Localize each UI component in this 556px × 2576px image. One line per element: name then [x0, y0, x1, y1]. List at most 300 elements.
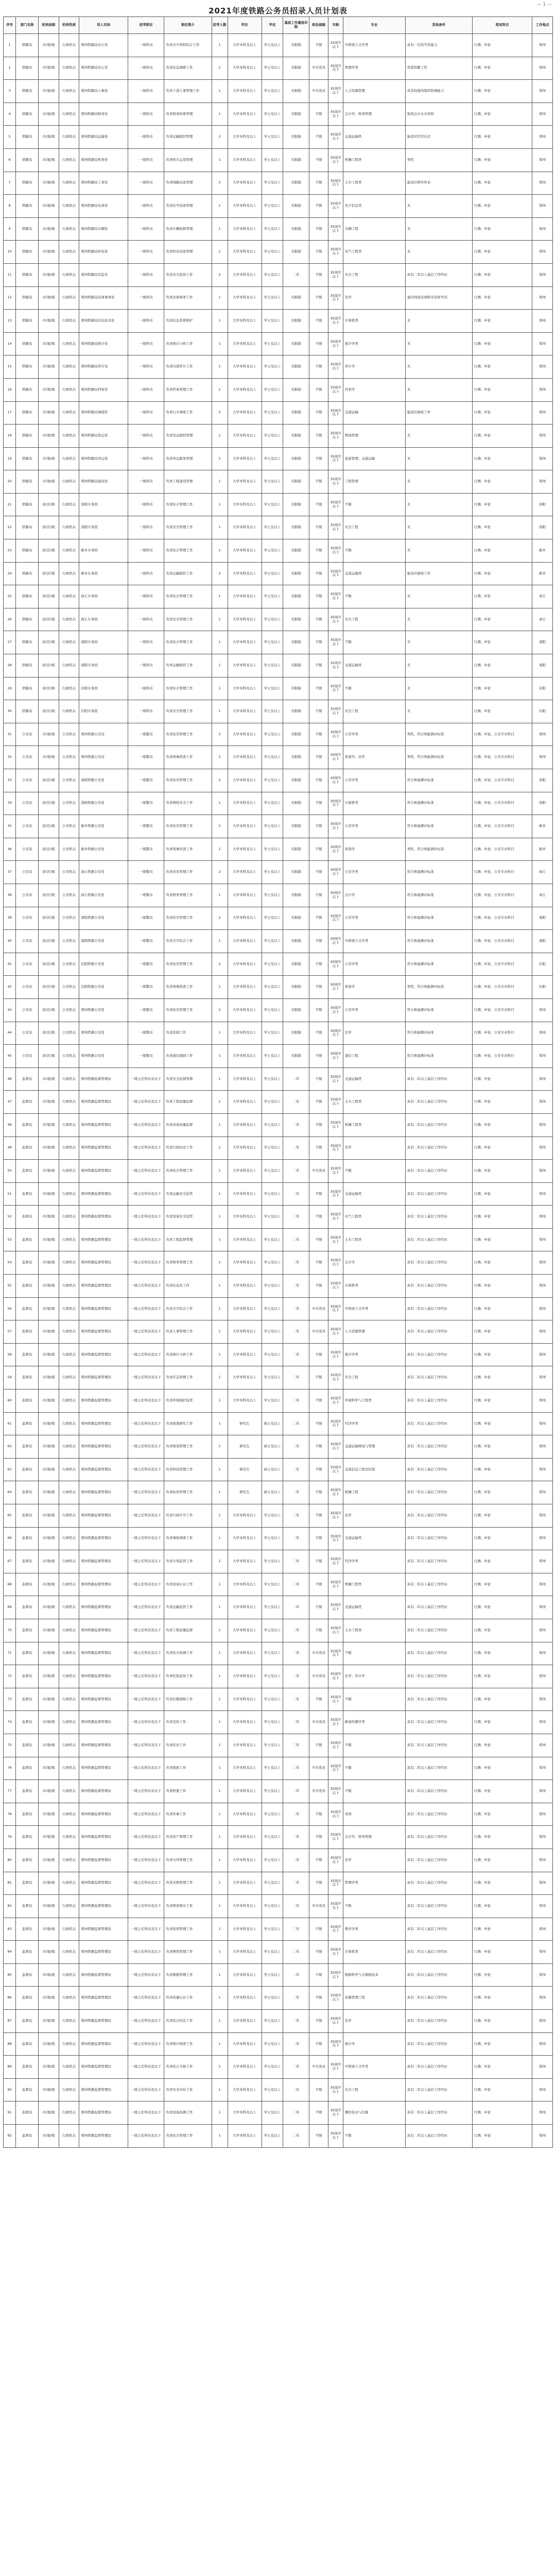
table-cell: 不限 — [309, 1251, 328, 1275]
table-cell: 公安局 — [16, 930, 39, 953]
table-cell: 负责治安管理工作 — [164, 815, 212, 838]
table-cell: 1 — [212, 1596, 228, 1619]
table-cell: 55 — [4, 1275, 16, 1298]
table-cell: 监督局 — [16, 1458, 39, 1481]
table-cell: 铁路局 — [16, 263, 39, 286]
table-cell: 学士及以上 — [262, 80, 283, 103]
table-cell: 54 — [4, 1251, 16, 1275]
table-cell: 市(地)级 — [39, 103, 59, 126]
table-cell: 监督局 — [16, 1619, 39, 1642]
table-row — [4, 516, 553, 539]
table-cell: 大学本科及以上 — [228, 861, 262, 884]
table-cell: 负责统计调查工作 — [164, 2032, 212, 2056]
table-cell: 1 — [212, 1412, 228, 1435]
table-cell: 负责法律事务工作 — [164, 286, 212, 310]
table-cell: 行政机关 — [59, 1918, 79, 1941]
table-cell: 一级科员 — [128, 57, 164, 80]
table-cell: 学士及以上 — [262, 1297, 283, 1320]
table-row — [4, 241, 553, 264]
table-cell: 负责治安管理工作 — [164, 861, 212, 884]
table-row — [4, 792, 553, 815]
table-cell: 1 — [212, 1343, 228, 1366]
table-cell: 学士及以上 — [262, 103, 283, 126]
table-cell: 47 — [4, 1091, 16, 1114]
table-cell: 市(地)级 — [39, 2010, 59, 2033]
table-cell: 机械工程 — [343, 1481, 405, 1504]
table-cell: 行测、申论 — [472, 80, 532, 103]
table-cell: 无 — [405, 332, 472, 355]
table-cell: 不限 — [309, 1206, 328, 1229]
table-cell: 学士及以上 — [262, 195, 283, 218]
table-cell: 洛阳 — [532, 493, 553, 516]
table-cell: 信阳铁路公安处 — [79, 953, 128, 976]
table-cell: 63 — [4, 1458, 16, 1481]
table-cell: 具有二年以上基层工作经历 — [405, 1137, 472, 1160]
column-header: 笔试科目 — [472, 17, 532, 34]
table-cell: 学士及以上 — [262, 34, 283, 57]
table-cell: 无 — [405, 654, 472, 677]
table-cell: 侦查学 — [343, 838, 405, 861]
table-cell: 教育学类 — [343, 1918, 405, 1941]
table-cell: 不限 — [309, 1987, 328, 2010]
table-cell: 35周岁以下 — [328, 34, 343, 57]
table-cell: 郑州铁路局办公室 — [79, 57, 128, 80]
table-cell: 二年 — [283, 1412, 309, 1435]
table-cell: 市(地)级 — [39, 241, 59, 264]
table-cell: 一级主任科员及以下 — [128, 2032, 164, 2056]
table-cell: 学士及以上 — [262, 1550, 283, 1573]
table-cell: 行政机关 — [59, 1481, 79, 1504]
table-cell: 35周岁以下 — [328, 1137, 343, 1160]
table-row — [4, 355, 553, 379]
table-cell: 一级主任科员及以下 — [128, 1160, 164, 1183]
table-cell: 负责安全管理工作 — [164, 608, 212, 631]
table-cell: 监督局 — [16, 1182, 39, 1206]
table-cell: 郑州铁路公安处 — [79, 1045, 128, 1068]
table-cell: 不限 — [309, 631, 328, 654]
table-cell: 一级警员 — [128, 769, 164, 792]
table-cell: 一级主任科员及以下 — [128, 1941, 164, 1964]
table-cell: 行政机关 — [59, 217, 79, 241]
table-row — [4, 539, 553, 563]
table-cell: 1 — [212, 838, 228, 861]
table-row — [4, 1619, 553, 1642]
table-cell: 二年 — [283, 1573, 309, 1596]
table-cell: 学士及以上 — [262, 1688, 283, 1711]
table-cell: 行测、申论、公安专业科目 — [472, 998, 532, 1022]
table-row — [4, 1343, 553, 1366]
table-cell: 郑州 — [532, 1963, 553, 1987]
table-cell: 二年 — [283, 1596, 309, 1619]
table-cell: 行政机关 — [59, 1137, 79, 1160]
table-cell: 不限 — [309, 1734, 328, 1757]
table-cell: 行测、申论 — [472, 516, 532, 539]
table-cell: 大学本科及以上 — [228, 1963, 262, 1987]
table-cell: 市(地)级 — [39, 1275, 59, 1298]
table-cell: 具有二年以上基层工作经历 — [405, 1872, 472, 1895]
table-cell: 87 — [4, 2010, 16, 2033]
table-cell: 行政机关 — [59, 103, 79, 126]
table-cell: 无限制 — [283, 631, 309, 654]
table-cell: 学士及以上 — [262, 1826, 283, 1849]
table-cell: 监督局 — [16, 1872, 39, 1895]
table-cell: 负责行政许可工作 — [164, 1504, 212, 1528]
table-cell: 英语 — [343, 1803, 405, 1826]
table-cell: 具有二年以上基层工作经历 — [405, 1504, 472, 1528]
table-cell: 30周岁以下 — [328, 746, 343, 769]
table-cell: 中共党员 — [309, 57, 328, 80]
table-cell: 郑州铁路监督管理局 — [79, 1711, 128, 1734]
table-cell: 安全工程 — [343, 1366, 405, 1389]
table-cell: 学士及以上 — [262, 1527, 283, 1550]
table-cell: 县(区)级 — [39, 815, 59, 838]
table-cell: 35周岁以下 — [328, 1757, 343, 1780]
table-cell: 行政机关 — [59, 241, 79, 264]
table-cell: 37 — [4, 861, 16, 884]
table-cell: 公安局 — [16, 792, 39, 815]
table-cell: 67 — [4, 1550, 16, 1573]
table-cell: 铁路局 — [16, 493, 39, 516]
table-cell: 具有二年以上基层工作经历 — [405, 1688, 472, 1711]
table-cell: 公安局 — [16, 769, 39, 792]
table-cell: 不限 — [343, 677, 405, 700]
table-cell: 行政机关 — [59, 1619, 79, 1642]
table-cell: 监督局 — [16, 1091, 39, 1114]
table-cell: 35周岁以下 — [328, 447, 343, 470]
table-cell: 负责数据管理工作 — [164, 1963, 212, 1987]
table-cell: 市(地)级 — [39, 1113, 59, 1137]
table-cell: 监督局 — [16, 1251, 39, 1275]
table-cell: 58 — [4, 1343, 16, 1366]
table-row — [4, 1573, 553, 1596]
table-cell: 行政机关 — [59, 172, 79, 195]
table-cell: 具有二年以上基层工作经历 — [405, 1389, 472, 1413]
table-cell: 行政机关 — [59, 1366, 79, 1389]
table-cell: 大学本科及以上 — [228, 1206, 262, 1229]
table-cell: 中共党员 — [309, 2056, 328, 2079]
table-cell: 无限制 — [283, 57, 309, 80]
table-cell: 无限制 — [283, 286, 309, 310]
table-cell: 16 — [4, 378, 16, 401]
table-cell: 行测、申论 — [472, 700, 532, 723]
table-cell: 交通运输类 — [343, 1527, 405, 1550]
table-cell: 二年 — [283, 1941, 309, 1964]
table-cell: 公安学类 — [343, 907, 405, 930]
table-cell: 负责信息调研工作 — [164, 57, 212, 80]
table-cell: 30周岁以下 — [328, 792, 343, 815]
table-cell: 不限 — [309, 677, 328, 700]
table-cell: 郑州 — [532, 1182, 553, 1206]
table-cell: 学士及以上 — [262, 1182, 283, 1206]
column-header: 机构性质 — [59, 17, 79, 34]
table-cell: 负责综合文秘工作 — [164, 2056, 212, 2079]
table-cell: 交通运输类 — [343, 1596, 405, 1619]
table-cell: 1 — [212, 1826, 228, 1849]
table-cell: 学士及以上 — [262, 1022, 283, 1045]
table-cell: 行测、申论、公安专业科目 — [472, 861, 532, 884]
table-cell: 监督局 — [16, 1665, 39, 1688]
table-cell: 郑州铁路监督管理局 — [79, 1941, 128, 1964]
table-cell: 无限制 — [283, 310, 309, 333]
table-cell: 铁路局 — [16, 425, 39, 448]
table-row — [4, 493, 553, 516]
table-cell: 33 — [4, 769, 16, 792]
table-cell: 1 — [212, 608, 228, 631]
table-cell: 行测、申论 — [472, 631, 532, 654]
table-cell: 一级主任科员及以下 — [128, 1320, 164, 1344]
table-cell: 郑州 — [532, 1780, 553, 1803]
table-cell: 市(地)级 — [39, 1412, 59, 1435]
table-cell: 学士及以上 — [262, 2125, 283, 2148]
table-cell: 郑州铁路监督管理局 — [79, 1987, 128, 2010]
table-cell: 一级科员 — [128, 562, 164, 585]
table-cell: 郑州 — [532, 355, 553, 379]
table-cell: 无 — [405, 378, 472, 401]
table-cell: 76 — [4, 1757, 16, 1780]
table-cell: 无 — [405, 447, 472, 470]
table-cell: 学士及以上 — [262, 1619, 283, 1642]
table-cell: 1 — [212, 355, 228, 379]
table-cell: 工程管理 — [343, 470, 405, 494]
table-cell: 不限 — [309, 1343, 328, 1366]
table-cell: 大学本科及以上 — [228, 998, 262, 1022]
table-cell: 22 — [4, 516, 16, 539]
table-cell: 一级科员 — [128, 263, 164, 286]
table-cell: 二年 — [283, 1734, 309, 1757]
table-cell: 行政机关 — [59, 378, 79, 401]
table-cell: 35周岁以下 — [328, 1826, 343, 1849]
table-cell: 市(地)级 — [39, 1734, 59, 1757]
table-cell: 78 — [4, 1803, 16, 1826]
table-cell: 公安局 — [16, 907, 39, 930]
table-cell: 硕士及以上 — [262, 1435, 283, 1459]
table-cell: 35周岁以下 — [328, 1228, 343, 1251]
table-cell: 一级科员 — [128, 310, 164, 333]
table-row — [4, 1711, 553, 1734]
table-cell: 公安局 — [16, 1022, 39, 1045]
table-cell: 大学本科及以上 — [228, 1895, 262, 1918]
table-cell: 一级主任科员及以下 — [128, 2125, 164, 2148]
table-cell: 无限制 — [283, 930, 309, 953]
table-cell: 市(地)级 — [39, 1160, 59, 1183]
table-cell: 计算机类 — [343, 1275, 405, 1298]
table-cell: 23 — [4, 539, 16, 563]
table-cell: 二年 — [283, 2032, 309, 2056]
table-cell: 会计学 — [343, 1251, 405, 1275]
table-cell: 大学本科及以上 — [228, 80, 262, 103]
table-cell: 郑州 — [532, 1711, 553, 1734]
table-cell: 二年 — [283, 1757, 309, 1780]
table-cell: 中共党员 — [309, 1297, 328, 1320]
table-cell: 负责应急管理工作 — [164, 1366, 212, 1389]
table-cell: 监督局 — [16, 1412, 39, 1435]
table-cell: 1 — [212, 1688, 228, 1711]
table-cell: 郑州 — [532, 1435, 553, 1459]
table-row — [4, 1826, 553, 1849]
table-cell: 行测、申论 — [472, 1527, 532, 1550]
table-cell: 不限 — [309, 286, 328, 310]
table-cell: 热爱铁路工作 — [405, 57, 472, 80]
table-cell: 环境科学与工程类 — [343, 1389, 405, 1413]
table-cell: 市(地)级 — [39, 1918, 59, 1941]
table-cell: 具有二年以上基层工作经历 — [405, 1067, 472, 1091]
table-cell: 一级主任科员及以下 — [128, 2056, 164, 2079]
table-cell: 洛阳铁路公安处 — [79, 792, 128, 815]
table-cell: 郑州铁路监督管理局 — [79, 2102, 128, 2125]
table-cell: 行政机关 — [59, 1803, 79, 1826]
table-cell: 负责机要工作 — [164, 1780, 212, 1803]
table-row — [4, 1941, 553, 1964]
table-cell: 35周岁以下 — [328, 1573, 343, 1596]
table-cell: 大学本科及以上 — [228, 1711, 262, 1734]
table-cell: 郑州 — [532, 1872, 553, 1895]
table-row — [4, 1206, 553, 1229]
table-cell: 郑州铁路局人事处 — [79, 80, 128, 103]
table-cell: 43 — [4, 998, 16, 1022]
table-cell: 行测、申论 — [472, 1481, 532, 1504]
column-header: 用人司局 — [79, 17, 128, 34]
table-cell: 1 — [212, 195, 228, 218]
table-cell: 郑州 — [532, 1297, 553, 1320]
table-cell: 公安机关 — [59, 723, 79, 746]
table-row — [4, 1251, 553, 1275]
table-cell: 郑州 — [532, 126, 553, 149]
table-cell: 大学本科及以上 — [228, 217, 262, 241]
table-cell: 35周岁以下 — [328, 57, 343, 80]
table-cell: 一级主任科员及以下 — [128, 1182, 164, 1206]
table-cell: 监督局 — [16, 1849, 39, 1872]
table-cell: 电气工程类 — [343, 1206, 405, 1229]
table-cell: 行测、申论、公安专业科目 — [472, 746, 532, 769]
table-row — [4, 1412, 553, 1435]
table-cell: 商丘车务段 — [79, 608, 128, 631]
table-cell: 行政机关 — [59, 1941, 79, 1964]
table-row — [4, 195, 553, 218]
table-cell: 县(区)级 — [39, 1045, 59, 1068]
table-cell: 南阳 — [532, 907, 553, 930]
table-cell: 57 — [4, 1320, 16, 1344]
table-cell: 县(区)级 — [39, 953, 59, 976]
table-cell: 不限 — [309, 2078, 328, 2102]
table-cell: 洛阳铁路公安处 — [79, 769, 128, 792]
table-cell: 35周岁以下 — [328, 1458, 343, 1481]
table-cell: 不限 — [309, 310, 328, 333]
table-row — [4, 1688, 553, 1711]
table-cell: 机械工程类 — [343, 1573, 405, 1596]
table-cell: 1 — [212, 1481, 228, 1504]
table-cell: 负责综合管理工作 — [164, 2125, 212, 2148]
table-row — [4, 815, 553, 838]
table-cell: 郑州铁路监督管理局 — [79, 2125, 128, 2148]
table-cell: 二年 — [283, 2125, 309, 2148]
table-cell: 不限 — [309, 998, 328, 1022]
table-cell: 行政机关 — [59, 1895, 79, 1918]
table-cell: 郑州 — [532, 1067, 553, 1091]
column-header: 基层工作最低年限 — [283, 17, 309, 34]
table-cell: 1 — [212, 1206, 228, 1229]
table-cell: 南阳铁路公安处 — [79, 930, 128, 953]
table-cell: 郑州铁路监督管理局 — [79, 1206, 128, 1229]
table-cell: 35周岁以下 — [328, 2056, 343, 2079]
table-cell: 1 — [212, 1091, 228, 1114]
table-cell: 73 — [4, 1688, 16, 1711]
table-cell: 负责综合管理工作 — [164, 539, 212, 563]
table-cell: 负责信息化工作 — [164, 1275, 212, 1298]
table-cell: 行政机关 — [59, 1412, 79, 1435]
table-cell: 行测、申论 — [472, 1297, 532, 1320]
table-cell: 学士及以上 — [262, 1803, 283, 1826]
table-cell: 市(地)级 — [39, 447, 59, 470]
table-cell: 市(地)级 — [39, 217, 59, 241]
table-row — [4, 1182, 553, 1206]
table-cell: 一级警员 — [128, 815, 164, 838]
table-cell: 二年 — [283, 1872, 309, 1895]
table-cell: 一级科员 — [128, 126, 164, 149]
table-cell: 计算机类 — [343, 792, 405, 815]
table-cell: 市(地)级 — [39, 1711, 59, 1734]
table-cell: 具有二年以上基层工作经历 — [405, 1251, 472, 1275]
table-cell: 县(区)级 — [39, 631, 59, 654]
table-cell: 市(地)级 — [39, 1780, 59, 1803]
table-row — [4, 2056, 553, 2079]
table-cell: 负责质量认证工作 — [164, 1987, 212, 2010]
table-cell: 32 — [4, 746, 16, 769]
table-cell: 县(区)级 — [39, 907, 59, 930]
table-cell: 负责资产管理工作 — [164, 1826, 212, 1849]
table-cell: 郑州 — [532, 80, 553, 103]
table-cell: 郑州铁路监督管理局 — [79, 1091, 128, 1114]
table-cell: 35周岁以下 — [328, 562, 343, 585]
table-cell: 无限制 — [283, 355, 309, 379]
table-cell: 负责治安管理工作 — [164, 769, 212, 792]
table-cell: 郑州 — [532, 1596, 553, 1619]
table-row — [4, 286, 553, 310]
table-cell: 郑州铁路监督管理局 — [79, 1297, 128, 1320]
table-row — [4, 1297, 553, 1320]
table-cell: 1 — [212, 332, 228, 355]
table-cell: 不限 — [309, 1435, 328, 1459]
table-cell: 学士及以上 — [262, 2032, 283, 2056]
table-cell: 负责安全管理工作 — [164, 700, 212, 723]
table-cell: 铁路局 — [16, 103, 39, 126]
table-cell: 二年 — [283, 1918, 309, 1941]
table-cell: 一级科员 — [128, 378, 164, 401]
table-cell: 行政机关 — [59, 310, 79, 333]
table-cell: 大学本科及以上 — [228, 1573, 262, 1596]
table-cell: 郑州铁路监督管理局 — [79, 2032, 128, 2056]
table-cell: 负责后勤保障工作 — [164, 1688, 212, 1711]
table-cell: 1 — [212, 1458, 228, 1481]
table-cell: 25 — [4, 585, 16, 608]
table-cell: 县(区)级 — [39, 539, 59, 563]
table-cell: 郑州铁路局供电处 — [79, 241, 128, 264]
table-cell: 郑州 — [532, 34, 553, 57]
table-cell: 不限 — [309, 654, 328, 677]
table-row — [4, 1320, 553, 1344]
table-cell: 郑州 — [532, 470, 553, 494]
table-cell: 一级警员 — [128, 1022, 164, 1045]
table-cell: 学士及以上 — [262, 608, 283, 631]
table-cell: 64 — [4, 1481, 16, 1504]
table-cell: 数据科学与大数据技术 — [343, 1963, 405, 1987]
table-cell: 70 — [4, 1619, 16, 1642]
table-cell: 无限制 — [283, 998, 309, 1022]
table-cell: 大学本科及以上 — [228, 746, 262, 769]
table-cell: 行测、申论、公安专业科目 — [472, 976, 532, 999]
table-cell: 郑州铁路监督管理局 — [79, 1688, 128, 1711]
table-cell: 不限 — [309, 1573, 328, 1596]
table-cell: 郑州铁路局信息技术处 — [79, 310, 128, 333]
